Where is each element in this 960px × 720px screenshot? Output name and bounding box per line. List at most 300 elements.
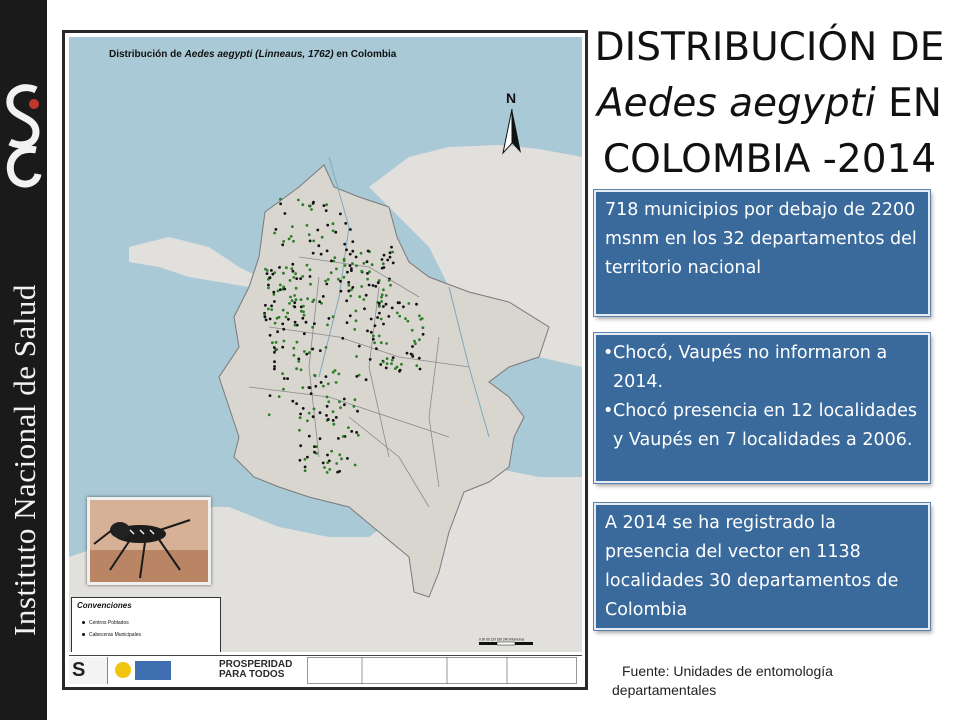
occurrence-marker: [322, 462, 325, 465]
occurrence-marker: [382, 305, 385, 308]
occurrence-marker: [300, 368, 303, 371]
occurrence-marker: [345, 299, 348, 302]
occurrence-marker: [276, 330, 279, 333]
occurrence-marker: [268, 413, 271, 416]
legend-item-label: Cabeceras Municipales: [89, 632, 141, 638]
info-box-bullet: • Chocó, Vaupés no informaron a 2014.: [605, 339, 920, 397]
occurrence-marker: [294, 272, 297, 275]
occurrence-marker: [341, 337, 344, 340]
occurrence-marker: [298, 429, 301, 432]
map-title-species: Aedes aegypti (Linneaus, 1762): [184, 49, 334, 60]
occurrence-marker: [308, 205, 311, 208]
occurrence-marker: [390, 246, 393, 249]
occurrence-marker: [335, 268, 338, 271]
occurrence-marker: [303, 314, 306, 317]
occurrence-marker: [398, 315, 401, 318]
occurrence-marker: [368, 270, 371, 273]
occurrence-marker: [332, 229, 335, 232]
occurrence-marker: [304, 458, 307, 461]
occurrence-marker: [308, 386, 311, 389]
occurrence-marker: [374, 285, 377, 288]
occurrence-marker: [385, 342, 388, 345]
occurrence-marker: [353, 405, 356, 408]
occurrence-marker: [319, 437, 322, 440]
occurrence-marker: [322, 295, 325, 298]
info-box-municipios: [594, 190, 930, 316]
occurrence-marker: [273, 368, 276, 371]
occurrence-marker: [310, 208, 313, 211]
occurrence-marker: [351, 286, 354, 289]
occurrence-marker: [312, 202, 315, 205]
occurrence-marker: [350, 430, 353, 433]
occurrence-marker: [282, 328, 285, 331]
occurrence-marker: [325, 209, 328, 212]
occurrence-marker: [278, 395, 281, 398]
occurrence-marker: [289, 296, 292, 299]
occurrence-marker: [288, 238, 291, 241]
occurrence-marker: [266, 272, 269, 275]
occurrence-marker: [330, 450, 333, 453]
occurrence-marker: [333, 256, 336, 259]
occurrence-marker: [279, 284, 282, 287]
occurrence-marker: [290, 267, 293, 270]
occurrence-marker: [378, 335, 381, 338]
occurrence-marker: [332, 419, 335, 422]
occurrence-marker: [338, 373, 341, 376]
occurrence-marker: [339, 406, 342, 409]
occurrence-marker: [269, 276, 272, 279]
occurrence-marker: [282, 240, 285, 243]
occurrence-marker: [285, 316, 288, 319]
occurrence-marker: [385, 294, 388, 297]
occurrence-marker: [418, 357, 421, 360]
occurrence-marker: [371, 263, 374, 266]
occurrence-marker: [319, 349, 322, 352]
occurrence-marker: [265, 319, 268, 322]
occurrence-marker: [337, 437, 340, 440]
occurrence-marker: [339, 280, 342, 283]
occurrence-marker: [332, 371, 335, 374]
occurrence-marker: [306, 264, 309, 267]
occurrence-marker: [295, 367, 298, 370]
occurrence-marker: [302, 407, 305, 410]
occurrence-marker: [419, 368, 422, 371]
occurrence-marker: [271, 273, 274, 276]
occurrence-marker: [372, 338, 375, 341]
occurrence-marker: [332, 222, 335, 225]
occurrence-marker: [322, 385, 325, 388]
occurrence-marker: [369, 358, 372, 361]
occurrence-marker: [313, 299, 316, 302]
occurrence-marker: [351, 250, 354, 253]
north-label: N: [506, 90, 517, 106]
occurrence-marker: [392, 356, 395, 359]
legend-title: Convenciones: [77, 601, 132, 610]
source-line1: Fuente: Unidades de entomología: [622, 663, 833, 679]
occurrence-marker: [418, 338, 421, 341]
occurrence-marker: [360, 252, 363, 255]
occurrence-marker: [293, 306, 296, 309]
occurrence-marker: [382, 288, 385, 291]
occurrence-marker: [275, 228, 278, 231]
occurrence-marker: [295, 287, 298, 290]
occurrence-marker: [303, 332, 306, 335]
occurrence-marker: [396, 312, 399, 315]
occurrence-marker: [325, 203, 328, 206]
occurrence-marker: [351, 262, 354, 265]
occurrence-marker: [350, 267, 353, 270]
occurrence-marker: [357, 434, 360, 437]
occurrence-marker: [302, 310, 305, 313]
occurrence-marker: [311, 326, 314, 329]
occurrence-marker: [360, 270, 363, 273]
occurrence-marker: [391, 307, 394, 310]
occurrence-marker: [283, 340, 286, 343]
occurrence-marker: [289, 279, 292, 282]
occurrence-marker: [363, 262, 366, 265]
occurrence-marker: [271, 341, 274, 344]
occurrence-marker: [391, 251, 394, 254]
occurrence-marker: [300, 298, 303, 301]
occurrence-marker: [365, 294, 368, 297]
occurrence-marker: [267, 308, 270, 311]
slide-title: [592, 20, 947, 188]
occurrence-marker: [309, 283, 312, 286]
aedes-mosquito-image: [90, 500, 208, 582]
occurrence-marker: [372, 335, 375, 338]
occurrence-marker: [323, 204, 326, 207]
occurrence-marker: [382, 262, 385, 265]
occurrence-marker: [343, 403, 346, 406]
occurrence-marker: [278, 266, 281, 269]
occurrence-marker: [407, 302, 410, 305]
occurrence-marker: [326, 454, 329, 457]
occurrence-marker: [301, 203, 304, 206]
occurrence-marker: [293, 294, 296, 297]
occurrence-marker: [269, 394, 272, 397]
occurrence-marker: [273, 346, 276, 349]
occurrence-marker: [332, 423, 335, 426]
occurrence-marker: [349, 253, 352, 256]
occurrence-marker: [389, 284, 392, 287]
occurrence-marker: [313, 445, 316, 448]
occurrence-marker: [332, 410, 335, 413]
slide-title-species: Aedes aegypti: [597, 81, 876, 126]
occurrence-marker: [347, 426, 350, 429]
occurrence-marker: [283, 288, 286, 291]
occurrence-marker: [281, 346, 284, 349]
occurrence-marker: [335, 462, 338, 465]
occurrence-marker: [411, 329, 414, 332]
mosquito-photo: [87, 497, 211, 585]
occurrence-marker: [378, 302, 381, 305]
occurrence-marker: [375, 347, 378, 350]
occurrence-marker: [370, 331, 373, 334]
occurrence-marker: [305, 353, 308, 356]
occurrence-marker: [422, 333, 425, 336]
ins-logo-icon: [2, 82, 44, 192]
occurrence-marker: [402, 305, 405, 308]
occurrence-marker: [282, 272, 285, 275]
occurrence-marker: [391, 359, 394, 362]
occurrence-marker: [355, 264, 358, 267]
occurrence-marker: [388, 279, 391, 282]
occurrence-marker: [305, 321, 308, 324]
footer-logo-letter: S: [72, 659, 86, 681]
occurrence-marker: [299, 459, 302, 462]
occurrence-marker: [355, 431, 358, 434]
prosperidad-line2: PARA TODOS: [219, 669, 285, 680]
occurrence-marker: [313, 374, 316, 377]
occurrence-marker: [287, 318, 290, 321]
legend-item-label: Centros Poblados: [89, 620, 129, 626]
occurrence-marker: [320, 381, 323, 384]
occurrence-marker: [347, 284, 350, 287]
occurrence-marker: [324, 280, 327, 283]
occurrence-marker: [297, 199, 300, 202]
occurrence-marker: [312, 415, 315, 418]
occurrence-marker: [337, 278, 340, 281]
occurrence-marker: [345, 248, 348, 251]
occurrence-marker: [266, 269, 269, 272]
occurrence-marker: [327, 278, 330, 281]
legend-item-centros-poblados: [82, 620, 129, 626]
occurrence-marker: [284, 212, 287, 215]
occurrence-marker: [288, 302, 291, 305]
occurrence-marker: [273, 365, 276, 368]
info-box-registro-text: A 2014 se ha registrado la presencia del vector en 1138 localidades 30 departamentos de Colombia: [605, 513, 899, 620]
occurrence-marker: [295, 402, 298, 405]
occurrence-marker: [275, 348, 278, 351]
occurrence-marker: [306, 297, 309, 300]
occurrence-marker: [373, 341, 376, 344]
occurrence-marker: [374, 324, 377, 327]
occurrence-marker: [413, 340, 416, 343]
occurrence-marker: [354, 464, 357, 467]
occurrence-marker: [346, 457, 349, 460]
occurrence-marker: [323, 466, 326, 469]
occurrence-marker: [325, 346, 328, 349]
occurrence-marker: [279, 198, 282, 201]
slide-title-line3: COLOMBIA -2014: [602, 137, 937, 182]
occurrence-marker: [295, 277, 298, 280]
occurrence-marker: [317, 244, 320, 247]
occurrence-marker: [290, 235, 293, 238]
occurrence-marker: [365, 378, 368, 381]
occurrence-marker: [351, 240, 354, 243]
occurrence-marker: [273, 360, 276, 363]
occurrence-marker: [326, 250, 329, 253]
occurrence-marker: [366, 260, 369, 263]
occurrence-marker: [349, 295, 352, 298]
occurrence-marker: [272, 291, 275, 294]
source-line2: departamentales: [612, 682, 717, 698]
occurrence-marker: [281, 372, 284, 375]
map-title: [109, 49, 396, 60]
occurrence-marker: [314, 385, 317, 388]
occurrence-marker: [386, 357, 389, 360]
occurrence-marker: [355, 355, 358, 358]
occurrence-marker: [304, 469, 307, 472]
occurrence-marker: [304, 466, 307, 469]
occurrence-marker: [326, 405, 329, 408]
occurrence-marker: [376, 316, 379, 319]
panama-landmass: [129, 237, 259, 287]
occurrence-marker: [321, 236, 324, 239]
occurrence-marker: [353, 328, 356, 331]
occurrence-marker: [311, 348, 314, 351]
occurrence-marker: [343, 259, 346, 262]
occurrence-marker: [303, 350, 306, 353]
occurrence-marker: [346, 321, 349, 324]
occurrence-marker: [332, 315, 335, 318]
occurrence-marker: [377, 281, 380, 284]
occurrence-marker: [363, 307, 366, 310]
occurrence-marker: [355, 319, 358, 322]
occurrence-marker: [382, 323, 385, 326]
occurrence-marker: [383, 254, 386, 257]
north-arrow-icon: [499, 89, 525, 159]
occurrence-marker: [367, 250, 370, 253]
occurrence-marker: [385, 303, 388, 306]
occurrence-marker: [326, 396, 329, 399]
occurrence-marker: [390, 362, 393, 365]
occurrence-marker: [418, 314, 421, 317]
occurrence-marker: [349, 314, 352, 317]
occurrence-marker: [358, 345, 361, 348]
occurrence-marker: [309, 275, 312, 278]
occurrence-marker: [406, 352, 409, 355]
map-canvas: [69, 37, 582, 652]
institution-brand-band: [0, 0, 47, 720]
occurrence-marker: [269, 334, 272, 337]
occurrence-marker: [343, 276, 346, 279]
occurrence-marker: [407, 320, 410, 323]
colombia-distribution-map: [62, 30, 588, 690]
occurrence-marker: [334, 231, 337, 234]
occurrence-marker: [335, 381, 338, 384]
occurrence-marker: [318, 300, 321, 303]
info-box-bullet: • Chocó presencia en 12 localidades y Vaupés en 7 localidades a 2006.: [605, 397, 920, 455]
occurrence-marker: [308, 435, 311, 438]
occurrence-marker: [273, 300, 276, 303]
map-title-suffix: en Colombia: [336, 49, 397, 60]
info-box-municipios-text: 718 municipios por debajo de 2200 msnm en los 32 departamentos del territorio nacional: [605, 200, 917, 278]
occurrence-marker: [286, 377, 289, 380]
occurrence-marker: [299, 444, 302, 447]
occurrence-marker: [267, 287, 270, 290]
info-box-choco-vaupes: [594, 333, 930, 483]
occurrence-marker: [297, 358, 300, 361]
occurrence-marker: [282, 388, 285, 391]
occurrence-marker: [343, 398, 346, 401]
occurrence-marker: [291, 299, 294, 302]
occurrence-marker: [414, 342, 417, 345]
occurrence-marker: [291, 400, 294, 403]
occurrence-marker: [276, 317, 279, 320]
occurrence-marker: [330, 260, 333, 263]
occurrence-marker: [381, 267, 384, 270]
occurrence-marker: [309, 268, 312, 271]
occurrence-marker: [296, 341, 299, 344]
occurrence-marker: [372, 284, 375, 287]
occurrence-marker: [380, 318, 383, 321]
occurrence-marker: [415, 364, 418, 367]
map-title-prefix: Distribución de: [109, 49, 182, 60]
occurrence-marker: [325, 414, 328, 417]
occurrence-marker: [269, 318, 272, 321]
occurrence-marker: [270, 305, 273, 308]
occurrence-marker: [389, 251, 392, 254]
occurrence-marker: [312, 252, 315, 255]
occurrence-marker: [292, 240, 295, 243]
occurrence-marker: [385, 367, 388, 370]
occurrence-marker: [404, 317, 407, 320]
map-scale-bar: [477, 637, 557, 649]
occurrence-marker: [274, 322, 277, 325]
occurrence-marker: [319, 411, 322, 414]
occurrence-marker: [273, 232, 276, 235]
occurrence-marker: [299, 413, 302, 416]
source-note: [612, 662, 902, 700]
occurrence-marker: [281, 243, 284, 246]
occurrence-marker: [338, 400, 341, 403]
occurrence-marker: [400, 363, 403, 366]
occurrence-marker: [267, 284, 270, 287]
occurrence-marker: [379, 363, 382, 366]
occurrence-marker: [313, 408, 316, 411]
occurrence-marker: [279, 202, 282, 205]
occurrence-marker: [343, 243, 346, 246]
occurrence-marker: [346, 271, 349, 274]
occurrence-marker: [349, 264, 352, 267]
occurrence-marker: [270, 269, 273, 272]
slide-title-en: EN: [875, 81, 942, 126]
occurrence-marker: [312, 240, 315, 243]
occurrence-marker: [301, 317, 304, 320]
occurrence-marker: [392, 262, 395, 265]
occurrence-marker: [327, 382, 330, 385]
occurrence-marker: [286, 312, 289, 315]
occurrence-marker: [292, 276, 295, 279]
footer-info-cells: [307, 657, 577, 684]
occurrence-marker: [362, 298, 365, 301]
occurrence-marker: [381, 258, 384, 261]
occurrence-marker: [389, 256, 392, 259]
occurrence-marker: [299, 277, 302, 280]
occurrence-marker: [330, 271, 333, 274]
occurrence-marker: [313, 451, 316, 454]
occurrence-marker: [387, 315, 390, 318]
occurrence-marker: [355, 256, 358, 259]
occurrence-marker: [294, 324, 297, 327]
occurrence-marker: [382, 361, 385, 364]
occurrence-marker: [277, 290, 280, 293]
occurrence-marker: [411, 345, 414, 348]
occurrence-marker: [275, 341, 278, 344]
institution-name: Instituto Nacional de Salud: [7, 284, 42, 636]
occurrence-marker: [386, 362, 389, 365]
occurrence-marker: [327, 400, 330, 403]
occurrence-marker: [342, 435, 345, 438]
occurrence-marker: [301, 386, 304, 389]
occurrence-marker: [327, 418, 330, 421]
occurrence-marker: [326, 471, 329, 474]
occurrence-marker: [411, 355, 414, 358]
occurrence-marker: [355, 310, 358, 313]
occurrence-marker: [320, 253, 323, 256]
occurrence-marker: [415, 303, 418, 306]
